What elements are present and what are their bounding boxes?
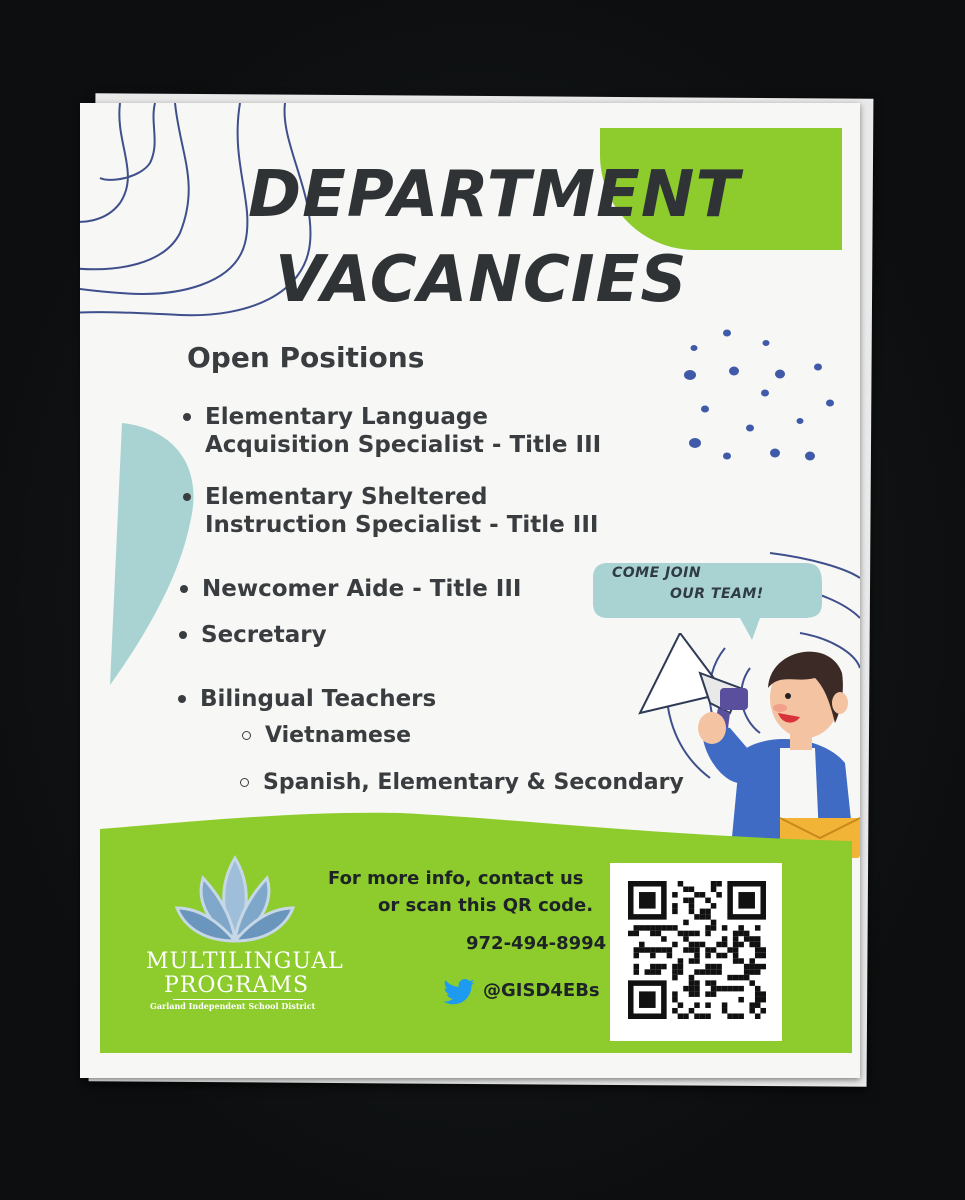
logo-text-line-2: PROGRAMS (164, 973, 310, 998)
dots-decoration (680, 323, 840, 468)
position-line: Elementary Language (205, 404, 488, 430)
open-positions-heading: Open Positions (187, 341, 425, 374)
twitter-handle: @GISD4EBs (483, 980, 600, 1001)
logo-text-line-1: MULTILINGUAL (146, 949, 344, 974)
phone-number: 972-494-8994 (466, 933, 607, 954)
position-item (205, 403, 601, 459)
position-line: Newcomer Aide - Title III (202, 576, 522, 602)
position-item (201, 621, 327, 649)
position-item (202, 575, 521, 603)
bullet-icon (180, 585, 188, 593)
qr-code-panel[interactable] (610, 863, 782, 1041)
title-line-2: VACANCIES (275, 243, 688, 317)
hollow-bullet-icon (242, 731, 251, 740)
position-line: Secretary (201, 622, 327, 648)
lotus-logo-icon (175, 853, 295, 948)
position-item (205, 483, 598, 539)
speech-bubble-line-2: OUR TEAM! (670, 586, 764, 602)
twitter-bird-icon (442, 978, 476, 1008)
logo-text-line-3: Garland Independent School District (150, 1001, 316, 1011)
qr-code-icon (628, 881, 766, 1019)
bilingual-subitem (265, 722, 411, 750)
position-line: Elementary Sheltered (205, 484, 488, 510)
contact-line-2: or scan this QR code. (378, 895, 594, 916)
logo-divider (173, 999, 303, 1000)
subitem-label: Spanish, Elementary & Secondary (263, 770, 684, 795)
position-line: Bilingual Teachers (200, 686, 437, 712)
bullet-icon (183, 413, 191, 421)
speech-bubble-line-1: COME JOIN (612, 565, 702, 581)
teal-leaf-shape (110, 423, 200, 693)
bullet-icon (179, 631, 187, 639)
position-line: Acquisition Specialist - Title III (205, 432, 602, 458)
title-line-1: DEPARTMENT (248, 158, 741, 232)
position-line: Instruction Specialist - Title III (205, 512, 599, 538)
bullet-icon (183, 493, 191, 501)
flyer-page (80, 103, 860, 1078)
position-item (200, 685, 436, 713)
subitem-label: Vietnamese (265, 723, 411, 748)
bilingual-subitem (263, 769, 684, 797)
contact-line-1: For more info, contact us (328, 868, 584, 889)
bullet-icon (178, 695, 186, 703)
hollow-bullet-icon (240, 778, 249, 787)
